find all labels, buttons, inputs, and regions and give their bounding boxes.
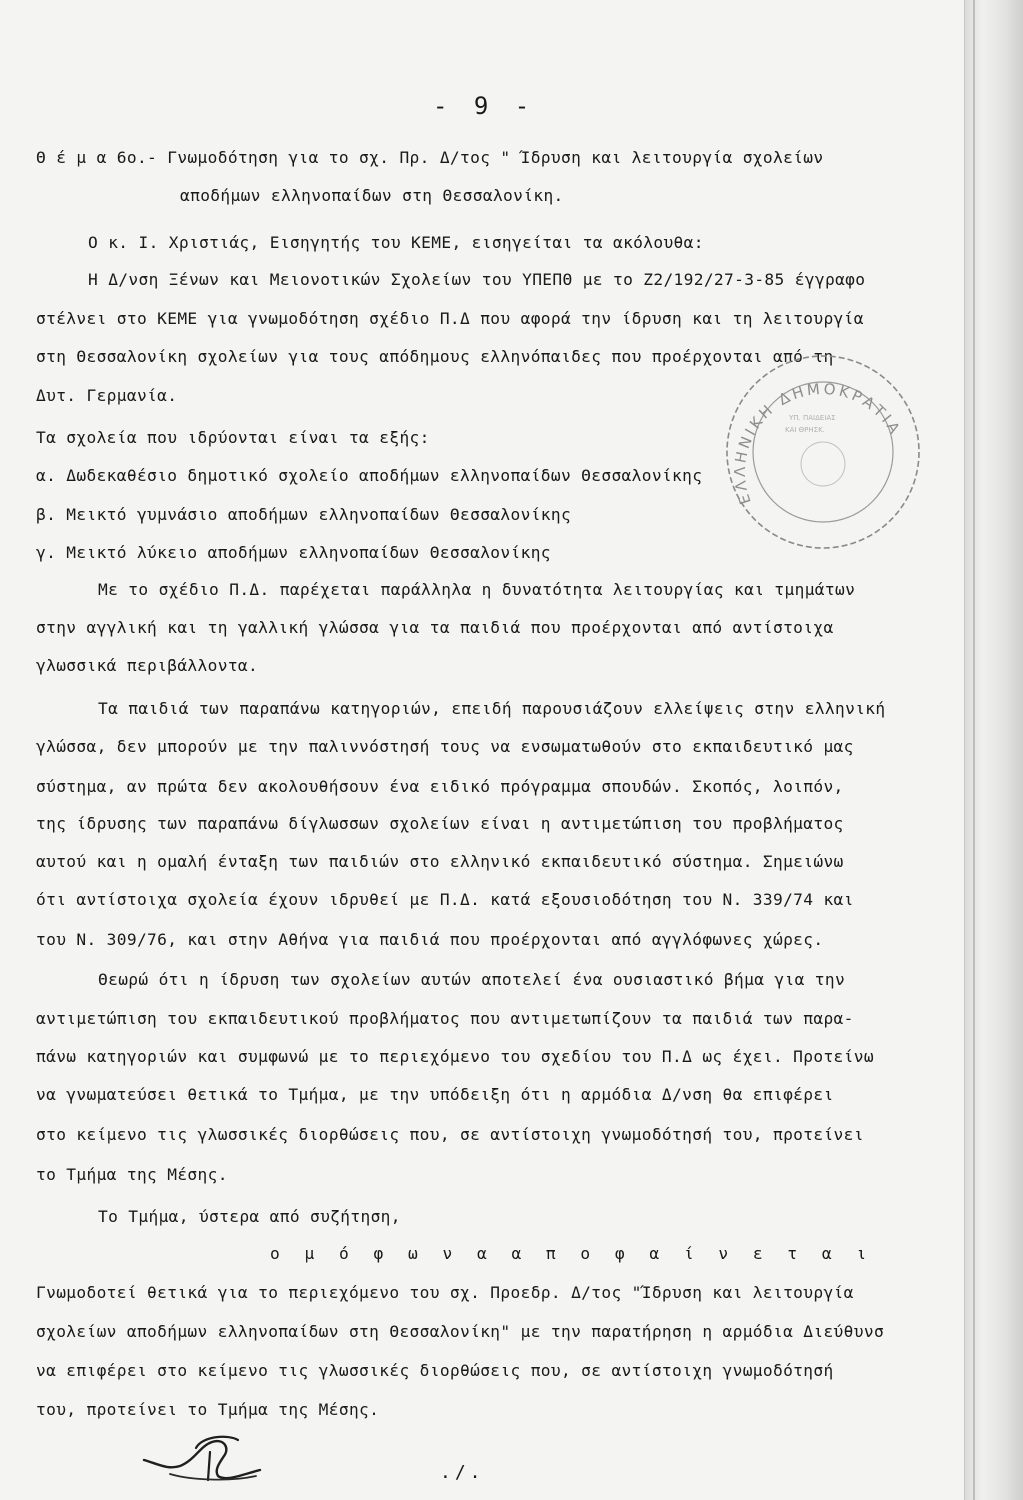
text-line: να επιφέρει στο κείμενο τις γλωσσικές διορθώσεις που, σε αντίστοιχη γνωμοδότησή: [36, 1361, 834, 1380]
text-line: Ο κ. Ι. Χριστιάς, Εισηγητής του ΚΕΜΕ, εισηγείται τα ακόλουθα:: [88, 233, 704, 252]
decision-heading: ο μ ό φ ω ν α α π ο φ α ί ν ε τ α ι: [270, 1244, 874, 1263]
text-line: Με το σχέδιο Π.Δ. παρέχεται παράλληλα η δυνατότητα λειτουργίας και τμημάτων: [98, 580, 856, 599]
text-line: γλώσσα, δεν μπορούν με την παλιννόστησή τους να ενσωματωθούν στο εκπαιδευτικό μας: [36, 737, 854, 756]
text-line: σύστημα, αν πρώτα δεν ακολουθήσουν ένα ειδικό πρόγραμμα σπουδών. Σκοπός, λοιπόν,: [36, 777, 844, 796]
text-line: στην αγγλική και τη γαλλική γλώσσα για τα παιδιά που προέρχονται από αντίστοιχα: [36, 618, 834, 637]
text-line: της ίδρυσης των παραπάνω δίγλωσσων σχολείων είναι η αντιμετώπιση του προβλήματος: [36, 814, 844, 833]
text-line: σχολείων αποδήμων ελληνοπαίδων στη Θεσσαλονίκη" με την παρατήρηση η αρμόδια Διεύθυνσ: [36, 1322, 885, 1341]
text-line: α. Δωδεκαθέσιο δημοτικό σχολείο αποδήμων ελληνοπαίδων Θεσσαλονίκης: [36, 466, 703, 485]
text-line: Θ έ μ α 6ο.- Γνωμοδότηση για το σχ. Πρ. Δ/τος " Ίδρυση και λειτουργία σχολείων: [36, 148, 824, 167]
text-line: β. Μεικτό γυμνάσιο αποδήμων ελληνοπαίδων Θεσσαλονίκης: [36, 505, 572, 524]
svg-text:ΕΛΛΗΝΙΚΗ ΔΗΜΟΚΡΑΤΙΑ: ΕΛΛΗΝΙΚΗ ΔΗΜΟΚΡΑΤΙΑ: [730, 379, 906, 507]
text-line: αποδήμων ελληνοπαίδων στη Θεσσαλονίκη.: [180, 186, 564, 205]
text-line: Τα σχολεία που ιδρύονται είναι τα εξής:: [36, 428, 430, 447]
official-stamp: [717, 352, 929, 552]
text-line: αντιμετώπιση του εκπαιδευτικού προβλήματος που αντιμετωπίζουν τα παιδιά των παρα-: [36, 1009, 854, 1028]
text-line: γ. Μεικτό λύκειο αποδήμων ελληνοπαίδων Θεσσαλονίκης: [36, 543, 551, 562]
text-line: στέλνει στο ΚΕΜΕ για γνωμοδότηση σχέδιο Π.Δ που αφορά την ίδρυση και τη λειτουργία: [36, 309, 864, 328]
text-line: αυτού και η ομαλή ένταξη των παιδιών στο ελληνικό εκπαιδευτικό σύστημα. Σημειώνω: [36, 852, 844, 871]
signature: [140, 1430, 270, 1485]
text-line: Δυτ. Γερμανία.: [36, 386, 178, 405]
continuation-mark: ./.: [440, 1462, 485, 1483]
text-line: Η Δ/νση Ξένων και Μειονοτικών Σχολείων του ΥΠΕΠΘ με το Ζ2/192/27-3-85 έγγραφο: [88, 270, 866, 289]
svg-text:ΥΠ. ΠΑΙΔΕΙΑΣ: ΥΠ. ΠΑΙΔΕΙΑΣ: [789, 414, 836, 422]
text-line: το Τμήμα της Μέσης.: [36, 1165, 228, 1184]
text-line: στη Θεσσαλονίκη σχολείων για τους απόδημους ελληνόπαιδες που προέρχονται από τη: [36, 347, 834, 366]
page-number: - 9 -: [433, 92, 536, 120]
text-line: στο κείμενο τις γλωσσικές διορθώσεις που, σε αντίστοιχη γνωμοδότησή του, προτείνει: [36, 1125, 864, 1144]
text-line: γλωσσικά περιβάλλοντα.: [36, 656, 259, 675]
text-line: του, προτείνει το Τμήμα της Μέσης.: [36, 1400, 380, 1419]
text-line: ότι αντίστοιχα σχολεία έχουν ιδρυθεί με Π.Δ. κατά εξουσιοδότηση του Ν. 339/74 και: [36, 890, 854, 909]
text-line: Θεωρώ ότι η ίδρυση των σχολείων αυτών αποτελεί ένα ουσιαστικό βήμα για την: [98, 970, 846, 989]
page-edge-line: [973, 0, 975, 1500]
text-line: Τα παιδιά των παραπάνω κατηγοριών, επειδή παρουσιάζουν ελλείψεις στην ελληνική: [98, 699, 886, 718]
text-line: να γνωματεύσει θετικά το Τμήμα, με την υπόδειξη ότι η αρμόδια Δ/νση θα επιφέρει: [36, 1085, 834, 1104]
text-line: Γνωμοδοτεί θετικά για το περιεχόμενο του σχ. Προεδρ. Δ/τος "Ίδρυση και λειτουργία: [36, 1283, 854, 1302]
text-line: Το Τμήμα, ύστερα από συζήτηση,: [98, 1207, 401, 1226]
text-line: πάνω κατηγοριών και συμφωνώ με το περιεχόμενο του σχεδίου του Π.Δ ως έχει. Προτείνω: [36, 1047, 874, 1066]
text-line: του Ν. 309/76, και στην Αθήνα για παιδιά που προέρχονται από αγγλόφωνες χώρες.: [36, 930, 824, 949]
svg-text:ΚΑΙ ΘΡΗΣΚ.: ΚΑΙ ΘΡΗΣΚ.: [785, 426, 825, 434]
